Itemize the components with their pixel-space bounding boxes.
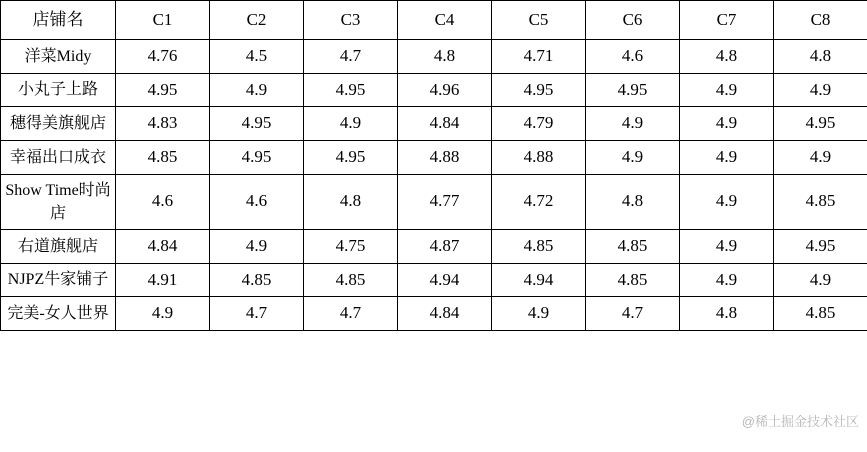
cell-shop-name: 小丸子上路 — [1, 73, 116, 107]
cell-value: 4.85 — [774, 174, 867, 229]
cell-value: 4.95 — [210, 140, 304, 174]
column-header-c3: C3 — [304, 1, 398, 40]
cell-value: 4.8 — [774, 40, 867, 74]
cell-value: 4.9 — [586, 107, 680, 141]
cell-value: 4.5 — [210, 40, 304, 74]
column-header-c2: C2 — [210, 1, 304, 40]
cell-value: 4.71 — [492, 40, 586, 74]
cell-value: 4.85 — [586, 229, 680, 263]
cell-shop-name: 幸福出口成衣 — [1, 140, 116, 174]
cell-value: 4.84 — [116, 229, 210, 263]
cell-value: 4.9 — [492, 297, 586, 331]
cell-value: 4.8 — [680, 40, 774, 74]
cell-value: 4.7 — [210, 297, 304, 331]
cell-value: 4.9 — [774, 73, 867, 107]
cell-value: 4.84 — [398, 297, 492, 331]
table-row — [1, 263, 867, 297]
cell-value: 4.9 — [774, 263, 867, 297]
column-header-c4: C4 — [398, 1, 492, 40]
cell-value: 4.95 — [304, 140, 398, 174]
watermark: @稀土掘金技术社区 — [741, 414, 859, 429]
cell-value: 4.9 — [680, 263, 774, 297]
table-row — [1, 174, 867, 229]
cell-shop-name: 完美-女人世界 — [1, 297, 116, 331]
cell-value: 4.85 — [774, 297, 867, 331]
cell-value: 4.8 — [586, 174, 680, 229]
cell-value: 4.9 — [586, 140, 680, 174]
cell-value: 4.87 — [398, 229, 492, 263]
cell-value: 4.91 — [116, 263, 210, 297]
column-header-c1: C1 — [116, 1, 210, 40]
cell-shop-name: 穗得美旗舰店 — [1, 107, 116, 141]
cell-value: 4.7 — [304, 40, 398, 74]
cell-value: 4.95 — [304, 73, 398, 107]
cell-value: 4.83 — [116, 107, 210, 141]
cell-value: 4.95 — [116, 73, 210, 107]
cell-shop-name: 洋菜Midy — [1, 40, 116, 74]
cell-value: 4.72 — [492, 174, 586, 229]
cell-shop-name: 右道旗舰店 — [1, 229, 116, 263]
cell-value: 4.95 — [210, 107, 304, 141]
table-row — [1, 229, 867, 263]
cell-value: 4.9 — [680, 174, 774, 229]
cell-value: 4.85 — [586, 263, 680, 297]
table-row — [1, 140, 867, 174]
cell-value: 4.85 — [210, 263, 304, 297]
cell-value: 4.95 — [586, 73, 680, 107]
cell-value: 4.75 — [304, 229, 398, 263]
column-header-c5: C5 — [492, 1, 586, 40]
cell-value: 4.88 — [492, 140, 586, 174]
cell-value: 4.94 — [398, 263, 492, 297]
cell-value: 4.9 — [680, 73, 774, 107]
cell-shop-name: Show Time时尚店 — [1, 174, 116, 229]
cell-value: 4.95 — [774, 107, 867, 141]
cell-value: 4.7 — [304, 297, 398, 331]
cell-value: 4.95 — [774, 229, 867, 263]
cell-value: 4.9 — [304, 107, 398, 141]
cell-value: 4.79 — [492, 107, 586, 141]
table-row — [1, 107, 867, 141]
cell-shop-name: NJPZ牛家铺子 — [1, 263, 116, 297]
table-row — [1, 40, 867, 74]
table-row — [1, 297, 867, 331]
cell-value: 4.9 — [680, 107, 774, 141]
cell-value: 4.9 — [680, 140, 774, 174]
cell-value: 4.9 — [774, 140, 867, 174]
cell-value: 4.88 — [398, 140, 492, 174]
cell-value: 4.6 — [586, 40, 680, 74]
column-header-c6: C6 — [586, 1, 680, 40]
cell-value: 4.85 — [304, 263, 398, 297]
cell-value: 4.9 — [116, 297, 210, 331]
cell-value: 4.85 — [492, 229, 586, 263]
cell-value: 4.9 — [680, 229, 774, 263]
cell-value: 4.84 — [398, 107, 492, 141]
column-header-c8: C8 — [774, 1, 867, 40]
table-header-row — [1, 1, 867, 40]
cell-value: 4.94 — [492, 263, 586, 297]
cell-value: 4.8 — [398, 40, 492, 74]
cell-value: 4.9 — [210, 73, 304, 107]
cell-value: 4.95 — [492, 73, 586, 107]
cell-value: 4.85 — [116, 140, 210, 174]
cell-value: 4.96 — [398, 73, 492, 107]
cell-value: 4.6 — [116, 174, 210, 229]
cell-value: 4.8 — [680, 297, 774, 331]
cell-value: 4.9 — [210, 229, 304, 263]
column-header-shop-name: 店铺名 — [1, 1, 116, 40]
cell-value: 4.76 — [116, 40, 210, 74]
cell-value: 4.77 — [398, 174, 492, 229]
cell-value: 4.8 — [304, 174, 398, 229]
table-row — [1, 73, 867, 107]
cell-value: 4.6 — [210, 174, 304, 229]
column-header-c7: C7 — [680, 1, 774, 40]
cell-value: 4.7 — [586, 297, 680, 331]
